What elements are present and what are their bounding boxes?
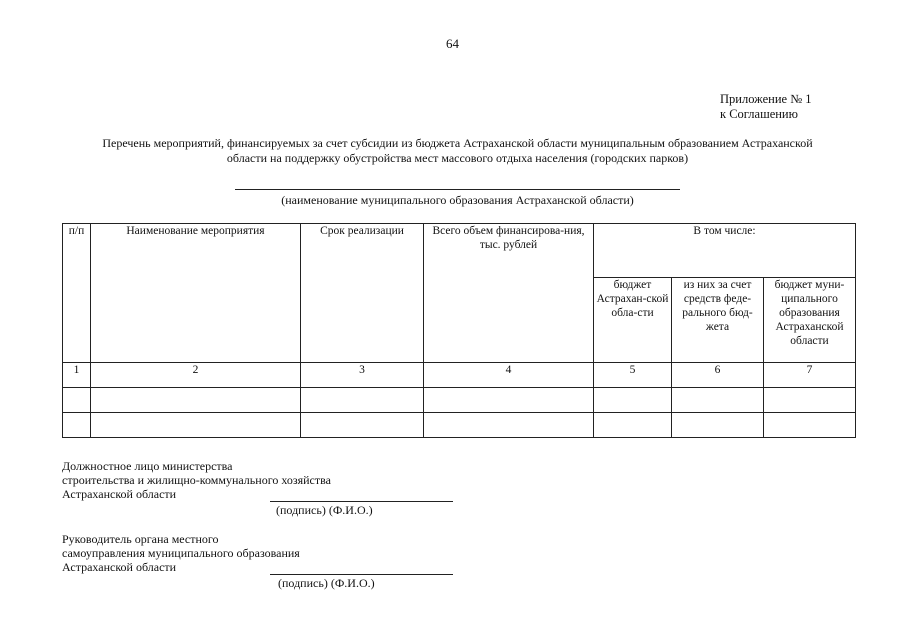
empty-cell xyxy=(63,413,91,438)
page-number: 64 xyxy=(446,36,459,51)
title-line-1: Перечень мероприятий, финансируемых за счет субсидии из бюджета Астраханской области муниципальным образованием Астраханской xyxy=(102,136,813,150)
empty-cell xyxy=(91,388,301,413)
subheader-municipal-budget: бюджет муни-ципального образования Астраханской области xyxy=(764,278,856,363)
empty-cell xyxy=(594,388,672,413)
appendix-line-2: к Соглашению xyxy=(720,107,798,121)
empty-cell xyxy=(301,388,424,413)
header-name: Наименование мероприятия xyxy=(91,224,301,363)
municipality-name-line xyxy=(235,189,680,190)
column-number: 3 xyxy=(301,363,424,388)
signature-ministry-line-2: строительства и жилищно-коммунального хозяйства xyxy=(62,473,331,487)
column-number: 2 xyxy=(91,363,301,388)
signature-ministry-line-1: Должностное лицо министерства xyxy=(62,459,233,473)
signature-local-line-2: самоуправления муниципального образования xyxy=(62,546,300,560)
signature-local-line-1: Руководитель органа местного xyxy=(62,532,219,546)
signature-block-local-government xyxy=(62,532,300,574)
column-number: 1 xyxy=(63,363,91,388)
column-number: 4 xyxy=(424,363,594,388)
header-pp: п/п xyxy=(63,224,91,363)
signature-local-line xyxy=(270,574,453,575)
empty-cell xyxy=(764,388,856,413)
empty-cell xyxy=(91,413,301,438)
activities-table xyxy=(62,223,856,438)
column-number-row xyxy=(63,363,856,388)
column-number: 5 xyxy=(594,363,672,388)
signature-local-caption: (подпись) (Ф.И.О.) xyxy=(278,576,375,590)
appendix-block xyxy=(720,92,812,122)
subheader-regional-budget: бюджет Астрахан-ской обла-сти xyxy=(594,278,672,363)
title-line-2: области на поддержку обустройства мест массового отдыха населения (городских парков) xyxy=(226,151,689,165)
header-term: Срок реализации xyxy=(301,224,424,363)
signature-block-ministry xyxy=(62,459,331,501)
empty-cell xyxy=(424,413,594,438)
signature-ministry-line xyxy=(270,501,453,502)
empty-cell xyxy=(63,388,91,413)
column-number: 6 xyxy=(672,363,764,388)
municipality-name-caption: (наименование муниципального образования Астраханской области) xyxy=(281,193,634,207)
empty-cell xyxy=(301,413,424,438)
empty-cell xyxy=(424,388,594,413)
table-row xyxy=(63,388,856,413)
signature-ministry-line-3: Астраханской области xyxy=(62,487,177,501)
header-total: Всего объем финансирова-ния, тыс. рублей xyxy=(424,224,594,363)
document-title xyxy=(60,136,855,166)
empty-cell xyxy=(764,413,856,438)
empty-cell xyxy=(594,413,672,438)
empty-cell xyxy=(672,388,764,413)
column-number: 7 xyxy=(764,363,856,388)
header-row xyxy=(63,224,856,278)
appendix-line-1: Приложение № 1 xyxy=(720,92,812,106)
signature-ministry-caption: (подпись) (Ф.И.О.) xyxy=(276,503,373,517)
header-including: В том числе: xyxy=(594,224,856,278)
subheader-federal-funds: из них за счет средств феде-рального бюд-жета xyxy=(672,278,764,363)
empty-cell xyxy=(672,413,764,438)
signature-local-line-3: Астраханской области xyxy=(62,560,177,574)
table-row xyxy=(63,413,856,438)
